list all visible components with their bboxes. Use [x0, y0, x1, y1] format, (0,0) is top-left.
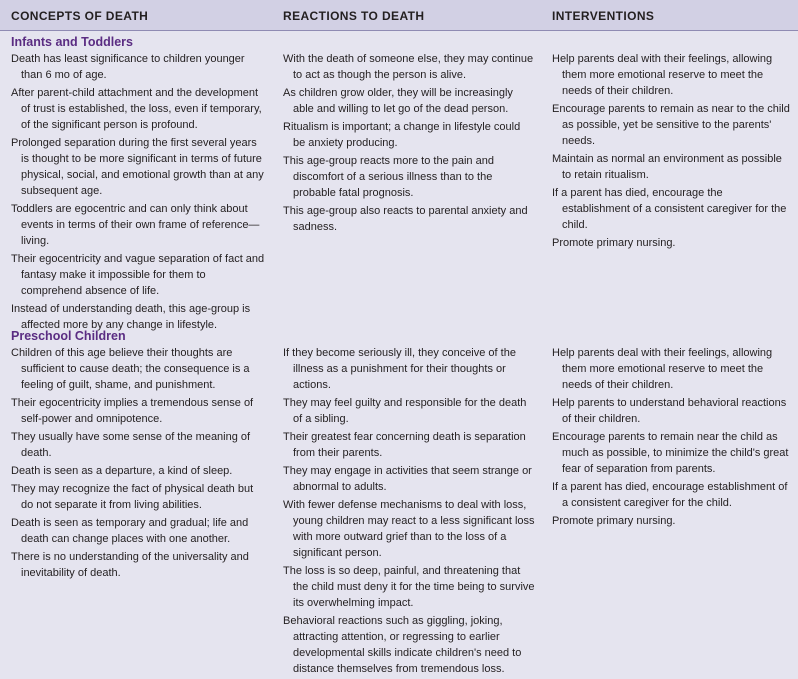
list-item: Their greatest fear concerning death is separation from their parents. — [283, 431, 526, 459]
list-item: Promote primary nursing. — [552, 515, 676, 527]
list-item: This age-group reacts more to the pain and discomfort of a serious illness than to the probable fatal prognosis. — [283, 155, 494, 199]
section-title-preschool: Preschool Children — [11, 329, 126, 343]
list-item: They may engage in activities that seem strange or abnormal to adults. — [283, 465, 532, 493]
list-item: Promote primary nursing. — [552, 237, 676, 249]
list-item: Encourage parents to remain as near to the child as possible, yet be sensitive to the parents' needs. — [552, 103, 790, 147]
list-item: If a parent has died, encourage the establishment of a consistent caregiver for the child. — [552, 187, 787, 231]
list-item: They may feel guilty and responsible for the death of a sibling. — [283, 397, 527, 425]
list-item: They usually have some sense of the meaning of death. — [11, 431, 251, 459]
table-header-row — [0, 0, 798, 31]
list-item: Help parents deal with their feelings, allowing them more emotional reserve to meet the needs of their children. — [552, 53, 773, 97]
preschool-reactions-column — [283, 345, 535, 679]
header-reactions: REACTIONS TO DEATH — [283, 9, 425, 23]
list-item: Maintain as normal an environment as possible to retain ritualism. — [552, 153, 782, 181]
list-item: Toddlers are egocentric and can only think about events in terms of their own frame of reference—living. — [11, 203, 260, 247]
list-item: They may recognize the fact of physical death but do not separate it from living abilities. — [11, 483, 254, 511]
infants-reactions-column — [283, 51, 535, 237]
list-item: If they become seriously ill, they conceive of the illness as a punishment for their thoughts or actions. — [283, 347, 516, 391]
list-item: Ritualism is important; a change in lifestyle could be anxiety producing. — [283, 121, 521, 149]
list-item: After parent-child attachment and the development of trust is established, the loss, even if temporary, of the significant person is profound. — [11, 87, 262, 131]
list-item: Prolonged separation during the first several years is thought to be more significant in terms of future physical, social, and emotional growth than at any subsequent age. — [11, 137, 264, 197]
list-item: Behavioral reactions such as giggling, joking, attracting attention, or regressing to earlier developmental skills indicate children's need to distance themselves from tremendous loss. — [283, 615, 522, 675]
list-item: Their egocentricity and vague separation of fact and fantasy make it impossible for them to comprehend absence of life. — [11, 253, 265, 297]
list-item: With fewer defense mechanisms to deal with loss, young children may react to a less significant loss with more outward grief than to the loss of a significant person. — [283, 499, 535, 559]
list-item: Death has least significance to children younger than 6 mo of age. — [11, 53, 245, 81]
list-item: Instead of understanding death, this age-group is affected more by any change in lifestyle. — [11, 303, 251, 331]
list-item: Children of this age believe their thoughts are sufficient to cause death; the consequence is a feeling of guilt, shame, and punishment. — [11, 347, 250, 391]
list-item: With the death of someone else, they may continue to act as though the person is alive. — [283, 53, 534, 81]
section-title-infants: Infants and Toddlers — [11, 35, 133, 49]
list-item: There is no understanding of the universality and inevitability of death. — [11, 551, 249, 579]
infants-interventions-column — [552, 51, 790, 253]
preschool-interventions-column — [552, 345, 790, 531]
list-item: Death is seen as temporary and gradual; life and death can change places with one another. — [11, 517, 249, 545]
header-interventions: INTERVENTIONS — [552, 9, 655, 23]
list-item: Encourage parents to remain near the child as much as possible, to minimize the child's great fear of separation from parents. — [552, 431, 789, 475]
list-item: The loss is so deep, painful, and threatening that the child must deny it for the time being to survive its overwhelming impact. — [283, 565, 535, 609]
list-item: Death is seen as a departure, a kind of sleep. — [11, 465, 233, 477]
infants-concepts-column — [11, 51, 267, 335]
list-item: As children grow older, they will be increasingly able and willing to let go of the dead person. — [283, 87, 513, 115]
list-item: If a parent has died, encourage establishment of a consistent caregiver for the child. — [552, 481, 788, 509]
list-item: Their egocentricity implies a tremendous sense of self-power and omnipotence. — [11, 397, 254, 425]
preschool-concepts-column — [11, 345, 267, 583]
header-concepts: CONCEPTS OF DEATH — [11, 9, 149, 23]
list-item: Help parents to understand behavioral reactions of their children. — [552, 397, 787, 425]
list-item: Help parents deal with their feelings, allowing them more emotional reserve to meet the needs of their children. — [552, 347, 773, 391]
list-item: This age-group also reacts to parental anxiety and sadness. — [283, 205, 528, 233]
